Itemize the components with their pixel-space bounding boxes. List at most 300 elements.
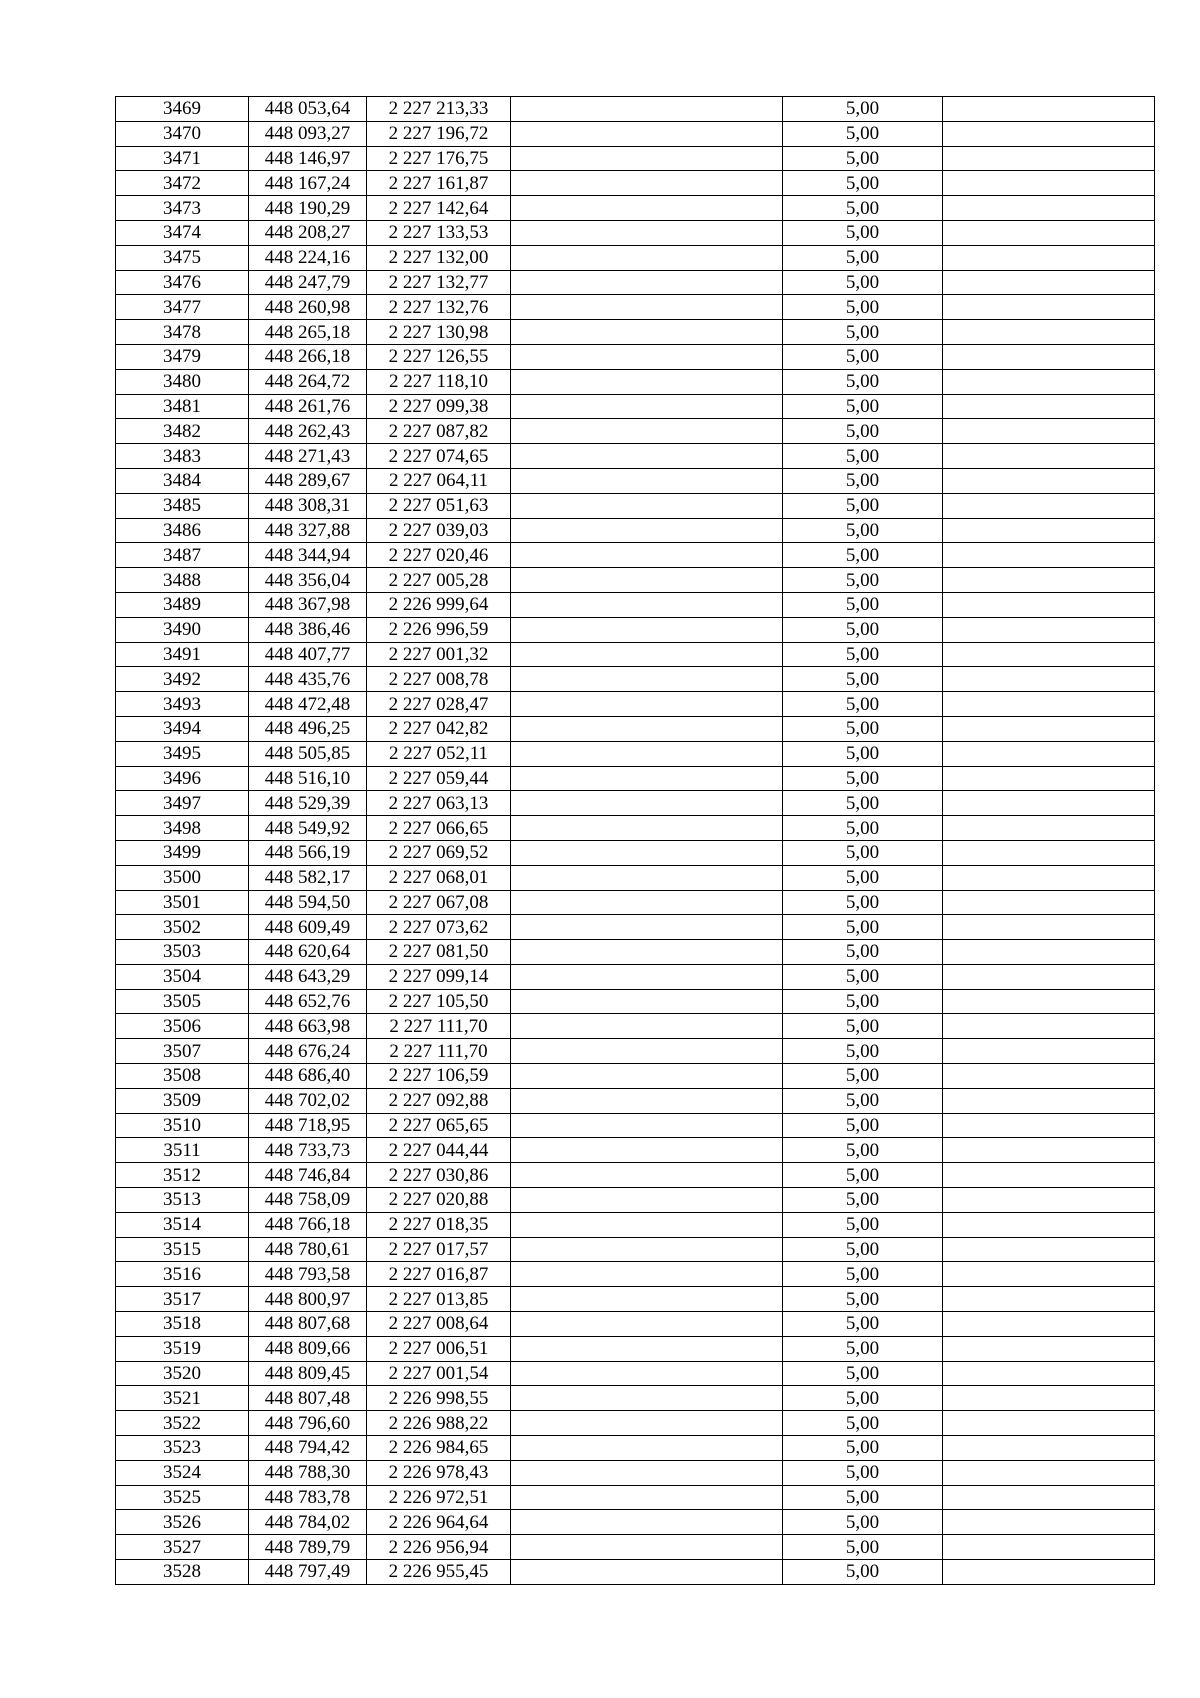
value-cell: 5,00	[783, 568, 943, 593]
table-row	[116, 1460, 1155, 1485]
x-coordinate-cell: 448 733,73	[249, 1138, 367, 1163]
x-coordinate-cell: 448 529,39	[249, 791, 367, 816]
table-row	[116, 419, 1155, 444]
value-cell: 5,00	[783, 1436, 943, 1461]
table-row	[116, 270, 1155, 295]
empty-cell	[511, 840, 783, 865]
empty-cell	[943, 468, 1155, 493]
x-coordinate-cell: 448 702,02	[249, 1088, 367, 1113]
table-row	[116, 1138, 1155, 1163]
point-number-cell: 3494	[116, 716, 249, 741]
table-row	[116, 840, 1155, 865]
empty-cell	[511, 1188, 783, 1213]
table-row	[116, 1510, 1155, 1535]
y-coordinate-cell: 2 227 013,85	[367, 1287, 511, 1312]
y-coordinate-cell: 2 227 068,01	[367, 865, 511, 890]
y-coordinate-cell: 2 227 099,38	[367, 394, 511, 419]
point-number-cell: 3510	[116, 1113, 249, 1138]
y-coordinate-cell: 2 227 132,77	[367, 270, 511, 295]
empty-cell	[511, 196, 783, 221]
table-row	[116, 964, 1155, 989]
point-number-cell: 3515	[116, 1237, 249, 1262]
y-coordinate-cell: 2 227 064,11	[367, 468, 511, 493]
table-row	[116, 295, 1155, 320]
x-coordinate-cell: 448 620,64	[249, 940, 367, 965]
empty-cell	[943, 816, 1155, 841]
empty-cell	[511, 1361, 783, 1386]
point-number-cell: 3471	[116, 146, 249, 171]
table-row	[116, 1237, 1155, 1262]
point-number-cell: 3473	[116, 196, 249, 221]
empty-cell	[511, 468, 783, 493]
point-number-cell: 3475	[116, 245, 249, 270]
table-row	[116, 1212, 1155, 1237]
x-coordinate-cell: 448 224,16	[249, 245, 367, 270]
empty-cell	[943, 692, 1155, 717]
coordinates-table-body	[116, 97, 1155, 1585]
y-coordinate-cell: 2 227 176,75	[367, 146, 511, 171]
empty-cell	[511, 1113, 783, 1138]
value-cell: 5,00	[783, 1411, 943, 1436]
empty-cell	[511, 1336, 783, 1361]
x-coordinate-cell: 448 746,84	[249, 1163, 367, 1188]
x-coordinate-cell: 448 472,48	[249, 692, 367, 717]
point-number-cell: 3521	[116, 1386, 249, 1411]
table-row	[116, 344, 1155, 369]
point-number-cell: 3480	[116, 369, 249, 394]
value-cell: 5,00	[783, 1163, 943, 1188]
empty-cell	[943, 865, 1155, 890]
empty-cell	[511, 121, 783, 146]
table-row	[116, 121, 1155, 146]
empty-cell	[511, 1262, 783, 1287]
y-coordinate-cell: 2 227 017,57	[367, 1237, 511, 1262]
y-coordinate-cell: 2 227 020,88	[367, 1188, 511, 1213]
empty-cell	[943, 1163, 1155, 1188]
empty-cell	[943, 940, 1155, 965]
empty-cell	[943, 245, 1155, 270]
empty-cell	[943, 716, 1155, 741]
empty-cell	[511, 394, 783, 419]
empty-cell	[511, 444, 783, 469]
empty-cell	[511, 1287, 783, 1312]
x-coordinate-cell: 448 167,24	[249, 171, 367, 196]
value-cell: 5,00	[783, 1113, 943, 1138]
table-row	[116, 320, 1155, 345]
value-cell: 5,00	[783, 493, 943, 518]
point-number-cell: 3518	[116, 1312, 249, 1337]
point-number-cell: 3482	[116, 419, 249, 444]
table-row	[116, 1113, 1155, 1138]
value-cell: 5,00	[783, 865, 943, 890]
y-coordinate-cell: 2 226 964,64	[367, 1510, 511, 1535]
x-coordinate-cell: 448 594,50	[249, 890, 367, 915]
y-coordinate-cell: 2 227 130,98	[367, 320, 511, 345]
table-row	[116, 1163, 1155, 1188]
empty-cell	[943, 171, 1155, 196]
value-cell: 5,00	[783, 1212, 943, 1237]
empty-cell	[943, 667, 1155, 692]
value-cell: 5,00	[783, 1361, 943, 1386]
x-coordinate-cell: 448 676,24	[249, 1039, 367, 1064]
empty-cell	[943, 1039, 1155, 1064]
value-cell: 5,00	[783, 270, 943, 295]
point-number-cell: 3526	[116, 1510, 249, 1535]
y-coordinate-cell: 2 227 132,76	[367, 295, 511, 320]
empty-cell	[943, 1237, 1155, 1262]
empty-cell	[943, 1262, 1155, 1287]
empty-cell	[511, 1535, 783, 1560]
table-row	[116, 816, 1155, 841]
value-cell: 5,00	[783, 1560, 943, 1585]
value-cell: 5,00	[783, 1039, 943, 1064]
empty-cell	[511, 1088, 783, 1113]
empty-cell	[943, 295, 1155, 320]
empty-cell	[511, 568, 783, 593]
x-coordinate-cell: 448 766,18	[249, 1212, 367, 1237]
empty-cell	[511, 1411, 783, 1436]
empty-cell	[943, 741, 1155, 766]
table-row	[116, 1560, 1155, 1585]
y-coordinate-cell: 2 227 018,35	[367, 1212, 511, 1237]
value-cell: 5,00	[783, 592, 943, 617]
point-number-cell: 3524	[116, 1460, 249, 1485]
x-coordinate-cell: 448 663,98	[249, 1014, 367, 1039]
empty-cell	[943, 518, 1155, 543]
y-coordinate-cell: 2 227 087,82	[367, 419, 511, 444]
table-row	[116, 468, 1155, 493]
x-coordinate-cell: 448 261,76	[249, 394, 367, 419]
empty-cell	[943, 915, 1155, 940]
point-number-cell: 3502	[116, 915, 249, 940]
y-coordinate-cell: 2 227 111,70	[367, 1039, 511, 1064]
point-number-cell: 3513	[116, 1188, 249, 1213]
y-coordinate-cell: 2 227 105,50	[367, 989, 511, 1014]
point-number-cell: 3517	[116, 1287, 249, 1312]
value-cell: 5,00	[783, 1064, 943, 1089]
point-number-cell: 3488	[116, 568, 249, 593]
empty-cell	[943, 1188, 1155, 1213]
empty-cell	[943, 1361, 1155, 1386]
y-coordinate-cell: 2 226 956,94	[367, 1535, 511, 1560]
coordinates-table	[115, 96, 1155, 1585]
empty-cell	[511, 989, 783, 1014]
y-coordinate-cell: 2 227 092,88	[367, 1088, 511, 1113]
x-coordinate-cell: 448 386,46	[249, 617, 367, 642]
x-coordinate-cell: 448 807,68	[249, 1312, 367, 1337]
y-coordinate-cell: 2 227 030,86	[367, 1163, 511, 1188]
point-number-cell: 3481	[116, 394, 249, 419]
empty-cell	[943, 1485, 1155, 1510]
table-row	[116, 915, 1155, 940]
value-cell: 5,00	[783, 940, 943, 965]
x-coordinate-cell: 448 271,43	[249, 444, 367, 469]
empty-cell	[511, 1014, 783, 1039]
y-coordinate-cell: 2 227 006,51	[367, 1336, 511, 1361]
empty-cell	[511, 1560, 783, 1585]
empty-cell	[511, 1436, 783, 1461]
x-coordinate-cell: 448 208,27	[249, 220, 367, 245]
value-cell: 5,00	[783, 518, 943, 543]
point-number-cell: 3474	[116, 220, 249, 245]
point-number-cell: 3496	[116, 766, 249, 791]
value-cell: 5,00	[783, 766, 943, 791]
y-coordinate-cell: 2 226 984,65	[367, 1436, 511, 1461]
x-coordinate-cell: 448 356,04	[249, 568, 367, 593]
empty-cell	[511, 716, 783, 741]
x-coordinate-cell: 448 789,79	[249, 1535, 367, 1560]
x-coordinate-cell: 448 609,49	[249, 915, 367, 940]
y-coordinate-cell: 2 226 955,45	[367, 1560, 511, 1585]
empty-cell	[511, 940, 783, 965]
empty-cell	[943, 444, 1155, 469]
point-number-cell: 3477	[116, 295, 249, 320]
value-cell: 5,00	[783, 543, 943, 568]
point-number-cell: 3511	[116, 1138, 249, 1163]
empty-cell	[943, 419, 1155, 444]
value-cell: 5,00	[783, 1312, 943, 1337]
point-number-cell: 3470	[116, 121, 249, 146]
y-coordinate-cell: 2 227 074,65	[367, 444, 511, 469]
empty-cell	[511, 493, 783, 518]
x-coordinate-cell: 448 496,25	[249, 716, 367, 741]
empty-cell	[943, 270, 1155, 295]
y-coordinate-cell: 2 227 016,87	[367, 1262, 511, 1287]
x-coordinate-cell: 448 262,43	[249, 419, 367, 444]
y-coordinate-cell: 2 227 126,55	[367, 344, 511, 369]
empty-cell	[511, 865, 783, 890]
value-cell: 5,00	[783, 1510, 943, 1535]
empty-cell	[511, 245, 783, 270]
point-number-cell: 3520	[116, 1361, 249, 1386]
point-number-cell: 3523	[116, 1436, 249, 1461]
table-row	[116, 146, 1155, 171]
empty-cell	[943, 320, 1155, 345]
x-coordinate-cell: 448 718,95	[249, 1113, 367, 1138]
y-coordinate-cell: 2 227 213,33	[367, 97, 511, 122]
value-cell: 5,00	[783, 1237, 943, 1262]
value-cell: 5,00	[783, 716, 943, 741]
empty-cell	[943, 1212, 1155, 1237]
x-coordinate-cell: 448 505,85	[249, 741, 367, 766]
empty-cell	[943, 642, 1155, 667]
y-coordinate-cell: 2 227 065,65	[367, 1113, 511, 1138]
empty-cell	[511, 1039, 783, 1064]
value-cell: 5,00	[783, 964, 943, 989]
value-cell: 5,00	[783, 1262, 943, 1287]
value-cell: 5,00	[783, 97, 943, 122]
empty-cell	[511, 369, 783, 394]
empty-cell	[511, 344, 783, 369]
value-cell: 5,00	[783, 1287, 943, 1312]
y-coordinate-cell: 2 227 063,13	[367, 791, 511, 816]
point-number-cell: 3498	[116, 816, 249, 841]
value-cell: 5,00	[783, 320, 943, 345]
empty-cell	[943, 344, 1155, 369]
table-row	[116, 245, 1155, 270]
empty-cell	[511, 1163, 783, 1188]
empty-cell	[943, 196, 1155, 221]
empty-cell	[943, 568, 1155, 593]
empty-cell	[943, 1287, 1155, 1312]
table-row	[116, 1014, 1155, 1039]
x-coordinate-cell: 448 260,98	[249, 295, 367, 320]
y-coordinate-cell: 2 227 196,72	[367, 121, 511, 146]
empty-cell	[943, 1510, 1155, 1535]
empty-cell	[943, 1336, 1155, 1361]
table-row	[116, 1535, 1155, 1560]
table-row	[116, 1361, 1155, 1386]
table-row	[116, 1088, 1155, 1113]
table-row	[116, 1386, 1155, 1411]
empty-cell	[943, 121, 1155, 146]
table-row	[116, 989, 1155, 1014]
value-cell: 5,00	[783, 1188, 943, 1213]
point-number-cell: 3512	[116, 1163, 249, 1188]
empty-cell	[511, 1212, 783, 1237]
y-coordinate-cell: 2 227 059,44	[367, 766, 511, 791]
empty-cell	[943, 890, 1155, 915]
empty-cell	[511, 592, 783, 617]
table-row	[116, 1287, 1155, 1312]
y-coordinate-cell: 2 227 111,70	[367, 1014, 511, 1039]
x-coordinate-cell: 448 516,10	[249, 766, 367, 791]
empty-cell	[943, 1560, 1155, 1585]
table-row	[116, 1336, 1155, 1361]
value-cell: 5,00	[783, 196, 943, 221]
x-coordinate-cell: 448 783,78	[249, 1485, 367, 1510]
empty-cell	[511, 816, 783, 841]
empty-cell	[943, 543, 1155, 568]
empty-cell	[943, 146, 1155, 171]
x-coordinate-cell: 448 758,09	[249, 1188, 367, 1213]
y-coordinate-cell: 2 227 052,11	[367, 741, 511, 766]
point-number-cell: 3487	[116, 543, 249, 568]
empty-cell	[943, 394, 1155, 419]
x-coordinate-cell: 448 794,42	[249, 1436, 367, 1461]
empty-cell	[511, 1138, 783, 1163]
empty-cell	[511, 1237, 783, 1262]
empty-cell	[511, 1510, 783, 1535]
x-coordinate-cell: 448 344,94	[249, 543, 367, 568]
empty-cell	[943, 220, 1155, 245]
table-row	[116, 543, 1155, 568]
table-row	[116, 592, 1155, 617]
point-number-cell: 3503	[116, 940, 249, 965]
empty-cell	[943, 1460, 1155, 1485]
x-coordinate-cell: 448 809,45	[249, 1361, 367, 1386]
x-coordinate-cell: 448 289,67	[249, 468, 367, 493]
empty-cell	[511, 617, 783, 642]
empty-cell	[943, 791, 1155, 816]
y-coordinate-cell: 2 227 161,87	[367, 171, 511, 196]
x-coordinate-cell: 448 435,76	[249, 667, 367, 692]
y-coordinate-cell: 2 227 073,62	[367, 915, 511, 940]
empty-cell	[943, 840, 1155, 865]
y-coordinate-cell: 2 226 998,55	[367, 1386, 511, 1411]
y-coordinate-cell: 2 227 066,65	[367, 816, 511, 841]
empty-cell	[943, 1088, 1155, 1113]
value-cell: 5,00	[783, 220, 943, 245]
y-coordinate-cell: 2 227 081,50	[367, 940, 511, 965]
value-cell: 5,00	[783, 468, 943, 493]
empty-cell	[511, 766, 783, 791]
y-coordinate-cell: 2 227 039,03	[367, 518, 511, 543]
x-coordinate-cell: 448 247,79	[249, 270, 367, 295]
point-number-cell: 3491	[116, 642, 249, 667]
point-number-cell: 3469	[116, 97, 249, 122]
value-cell: 5,00	[783, 667, 943, 692]
x-coordinate-cell: 448 146,97	[249, 146, 367, 171]
table-row	[116, 171, 1155, 196]
table-row	[116, 766, 1155, 791]
y-coordinate-cell: 2 227 099,14	[367, 964, 511, 989]
value-cell: 5,00	[783, 617, 943, 642]
empty-cell	[943, 592, 1155, 617]
table-row	[116, 493, 1155, 518]
x-coordinate-cell: 448 582,17	[249, 865, 367, 890]
point-number-cell: 3516	[116, 1262, 249, 1287]
point-number-cell: 3514	[116, 1212, 249, 1237]
x-coordinate-cell: 448 266,18	[249, 344, 367, 369]
empty-cell	[511, 1312, 783, 1337]
y-coordinate-cell: 2 227 028,47	[367, 692, 511, 717]
empty-cell	[943, 493, 1155, 518]
empty-cell	[511, 1386, 783, 1411]
empty-cell	[511, 642, 783, 667]
empty-cell	[943, 1386, 1155, 1411]
empty-cell	[511, 915, 783, 940]
value-cell: 5,00	[783, 741, 943, 766]
point-number-cell: 3525	[116, 1485, 249, 1510]
table-row	[116, 716, 1155, 741]
empty-cell	[511, 964, 783, 989]
y-coordinate-cell: 2 227 133,53	[367, 220, 511, 245]
table-row	[116, 890, 1155, 915]
table-row	[116, 741, 1155, 766]
x-coordinate-cell: 448 264,72	[249, 369, 367, 394]
value-cell: 5,00	[783, 245, 943, 270]
point-number-cell: 3483	[116, 444, 249, 469]
point-number-cell: 3508	[116, 1064, 249, 1089]
y-coordinate-cell: 2 227 042,82	[367, 716, 511, 741]
point-number-cell: 3478	[116, 320, 249, 345]
y-coordinate-cell: 2 227 118,10	[367, 369, 511, 394]
empty-cell	[943, 989, 1155, 1014]
empty-cell	[511, 295, 783, 320]
value-cell: 5,00	[783, 1460, 943, 1485]
empty-cell	[943, 369, 1155, 394]
x-coordinate-cell: 448 809,66	[249, 1336, 367, 1361]
table-row	[116, 617, 1155, 642]
table-row	[116, 97, 1155, 122]
x-coordinate-cell: 448 643,29	[249, 964, 367, 989]
point-number-cell: 3490	[116, 617, 249, 642]
empty-cell	[511, 1460, 783, 1485]
value-cell: 5,00	[783, 890, 943, 915]
x-coordinate-cell: 448 797,49	[249, 1560, 367, 1585]
table-row	[116, 568, 1155, 593]
empty-cell	[511, 1064, 783, 1089]
x-coordinate-cell: 448 784,02	[249, 1510, 367, 1535]
y-coordinate-cell: 2 227 132,00	[367, 245, 511, 270]
table-row	[116, 220, 1155, 245]
value-cell: 5,00	[783, 444, 943, 469]
y-coordinate-cell: 2 226 978,43	[367, 1460, 511, 1485]
empty-cell	[511, 890, 783, 915]
empty-cell	[943, 1014, 1155, 1039]
y-coordinate-cell: 2 226 996,59	[367, 617, 511, 642]
